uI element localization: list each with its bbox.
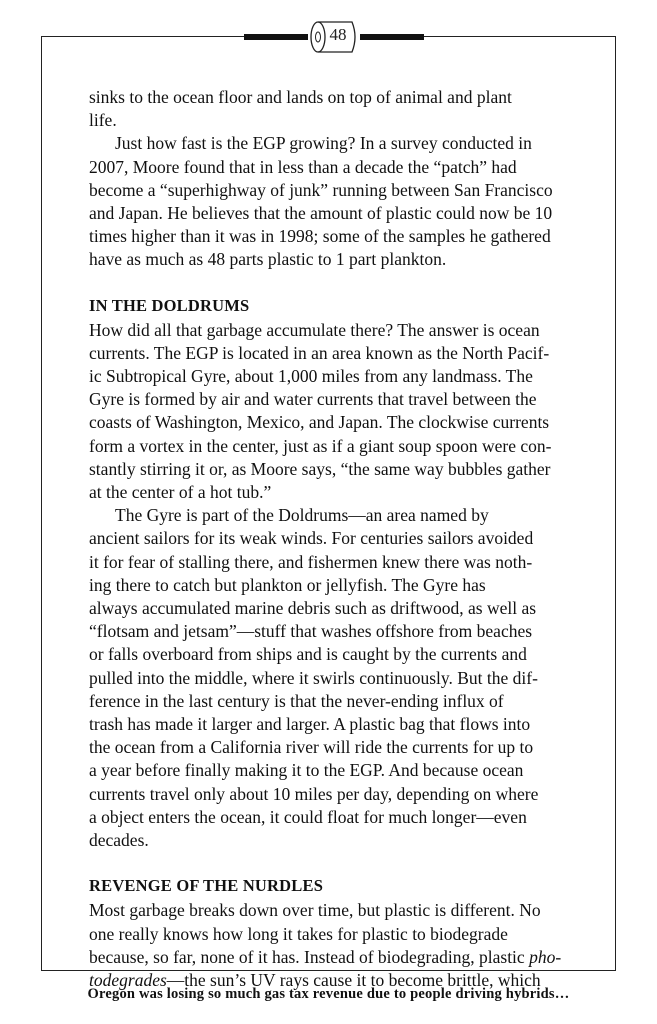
paragraph — [89, 319, 579, 505]
text-line: The Gyre is part of the Doldrums—an area named by — [115, 505, 489, 526]
italic-term: todegrades — [89, 969, 167, 990]
text-line: ing there to catch but plankton or jellyfish. The Gyre has — [89, 574, 486, 595]
text-line: it for fear of stalling there, and fishermen knew there was noth- — [89, 551, 533, 572]
text-line: one really knows how long it takes for plastic to biodegrade — [89, 923, 508, 944]
text-line: sinks to the ocean floor and lands on top of animal and plant — [89, 87, 512, 107]
text-line: “flotsam and jetsam”—stuff that washes offshore from beaches — [89, 621, 533, 642]
text-line: a object enters the ocean, it could float for much longer—even — [89, 806, 527, 827]
text-line: pulled into the middle, where it swirls continuously. But the dif- — [89, 667, 538, 688]
text-line: ic Subtropical Gyre, about 1,000 miles from any landmass. The — [89, 366, 533, 387]
text-line: coasts of Washington, Mexico, and Japan. The clockwise currents — [89, 412, 550, 433]
text-line: a year before finally making it to the EGP. And because ocean — [89, 760, 524, 781]
footer-teaser: Oregon was losing so much gas tax revenue due to people driving hybrids… — [87, 986, 570, 1002]
text-line: ancient sailors for its weak winds. For centuries sailors avoided — [89, 528, 534, 549]
text-line — [89, 946, 579, 969]
text-line: form a vortex in the center, just as if a giant soup spoon were con- — [89, 435, 552, 456]
text-line: or falls overboard from ships and is caught by the currents and — [89, 644, 527, 665]
text-line: Gyre is formed by air and water currents that travel between the — [89, 389, 537, 410]
page-body — [89, 86, 579, 992]
text-line: at the center of a hot tub.” — [89, 482, 272, 503]
paragraph — [89, 899, 579, 992]
section-heading: REVENGE OF THE NURDLES — [89, 876, 324, 896]
text-line: How did all that garbage accumulate there? The answer is ocean — [89, 319, 540, 340]
text-line: currents. The EGP is located in an area known as the North Pacif- — [89, 342, 550, 363]
text-line: have as much as 48 parts plastic to 1 part plankton. — [89, 249, 447, 270]
paragraph — [89, 132, 579, 271]
paragraph — [89, 504, 579, 852]
text-line: life. — [89, 110, 117, 131]
header-rule-left — [244, 34, 310, 40]
text-line: trash has made it larger and larger. A plastic bag that flows into — [89, 714, 531, 735]
page-number: 48 — [329, 25, 347, 44]
text-fragment: because, so far, none of it has. Instead of biodegrading, plastic — [89, 946, 530, 967]
text-line: times higher than it was in 1998; some of the samples he gathered — [89, 226, 551, 247]
text-line: Most garbage breaks down over time, but plastic is different. No — [89, 900, 541, 921]
text-line: ference in the last century is that the never-ending influx of — [89, 690, 504, 711]
text-line: always accumulated marine debris such as driftwood, as well as — [89, 598, 537, 619]
text-line: become a “superhighway of junk” running between San Francisco — [89, 179, 553, 200]
text-line: stantly stirring it or, as Moore says, “the same way bubbles gather — [89, 458, 551, 479]
text-fragment: —the sun’s UV rays cause it to become brittle, which — [166, 969, 541, 990]
paragraph — [89, 86, 579, 132]
text-line: Just how fast is the EGP growing? In a survey conducted in — [115, 133, 532, 154]
text-line: and Japan. He believes that the amount of plastic could now be 10 — [89, 203, 553, 224]
section-heading: IN THE DOLDRUMS — [89, 295, 250, 315]
italic-term: pho- — [529, 946, 562, 967]
text-line: currents travel only about 10 miles per day, depending on where — [89, 783, 539, 804]
header-rule-right — [358, 34, 424, 40]
text-line: 2007, Moore found that in less than a decade the “patch” had — [89, 156, 517, 177]
text-line: decades. — [89, 830, 149, 851]
text-line: the ocean from a California river will ride the currents for up to — [89, 737, 534, 758]
